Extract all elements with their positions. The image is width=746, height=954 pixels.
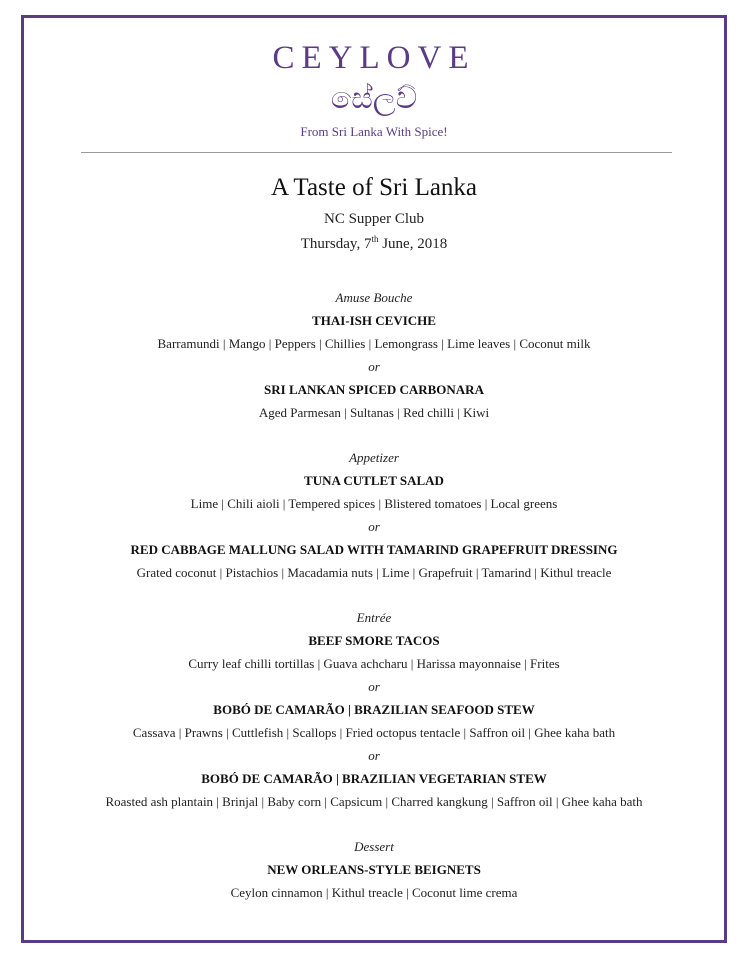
course-appetizer bbox=[24, 446, 724, 584]
event-title: A Taste of Sri Lanka bbox=[270, 174, 478, 201]
brand-tagline: From Sri Lanka With Spice! bbox=[300, 124, 448, 139]
course-name: Dessert bbox=[354, 839, 394, 854]
menu-frame bbox=[21, 15, 727, 943]
or-separator: or bbox=[368, 748, 380, 763]
event-date bbox=[24, 234, 724, 253]
event-subtitle: NC Supper Club bbox=[323, 211, 424, 227]
dish-name: TUNA CUTLET SALAD bbox=[304, 473, 444, 488]
header-divider bbox=[81, 152, 672, 153]
menu-page bbox=[24, 18, 724, 940]
course-name: Entrée bbox=[356, 610, 392, 625]
brand-name: CEYLOVE bbox=[272, 40, 476, 76]
course-amuse-bouche bbox=[24, 286, 724, 424]
dish-description: Ceylon cinnamon | Kithul treacle | Coconut lime crema bbox=[230, 885, 518, 900]
dish-name: BOBÓ DE CAMARÃO | BRAZILIAN SEAFOOD STEW bbox=[213, 702, 535, 717]
course-dessert bbox=[24, 835, 724, 904]
event-date-rest: June, 2018 bbox=[378, 236, 448, 252]
or-separator: or bbox=[368, 519, 380, 534]
dish-name: BOBÓ DE CAMARÃO | BRAZILIAN VEGETARIAN STEW bbox=[201, 771, 547, 786]
dish-description: Roasted ash plantain | Brinjal | Baby corn | Capsicum | Charred kangkung | Saffron oil | Ghee kaha bath bbox=[105, 794, 643, 809]
dish-name: RED CABBAGE MALLUNG SALAD WITH TAMARIND GRAPEFRUIT DRESSING bbox=[130, 542, 618, 557]
event-date-prefix: Thursday, 7 bbox=[300, 236, 372, 252]
or-separator: or bbox=[368, 359, 380, 374]
course-name: Appetizer bbox=[349, 450, 399, 465]
dish-description: Aged Parmesan | Sultanas | Red chilli | Kiwi bbox=[258, 405, 490, 420]
dish-description: Grated coconut | Pistachios | Macadamia nuts | Lime | Grapefruit | Tamarind | Kithul treacle bbox=[136, 565, 612, 580]
event-date-ordinal: th bbox=[371, 234, 379, 244]
dish-description: Lime | Chili aioli | Tempered spices | Blistered tomatoes | Local greens bbox=[190, 496, 558, 511]
course-entree bbox=[24, 606, 724, 813]
dish-description: Cassava | Prawns | Cuttlefish | Scallops | Fried octopus tentacle | Saffron oil | Ghee kaha bath bbox=[132, 725, 616, 740]
dish-description: Curry leaf chilli tortillas | Guava achcharu | Harissa mayonnaise | Frites bbox=[188, 656, 560, 671]
dish-name: THAI-ISH CEVICHE bbox=[312, 313, 436, 328]
course-name: Amuse Bouche bbox=[335, 290, 413, 305]
dish-name: SRI LANKAN SPICED CARBONARA bbox=[264, 382, 484, 397]
dish-name: NEW ORLEANS-STYLE BEIGNETS bbox=[267, 862, 481, 877]
menu-courses bbox=[24, 286, 724, 926]
dish-description: Barramundi | Mango | Peppers | Chillies | Lemongrass | Lime leaves | Coconut milk bbox=[157, 336, 591, 351]
dish-name: BEEF SMORE TACOS bbox=[308, 633, 440, 648]
brand-sinhala-name: සේලව් bbox=[330, 81, 418, 116]
or-separator: or bbox=[368, 679, 380, 694]
